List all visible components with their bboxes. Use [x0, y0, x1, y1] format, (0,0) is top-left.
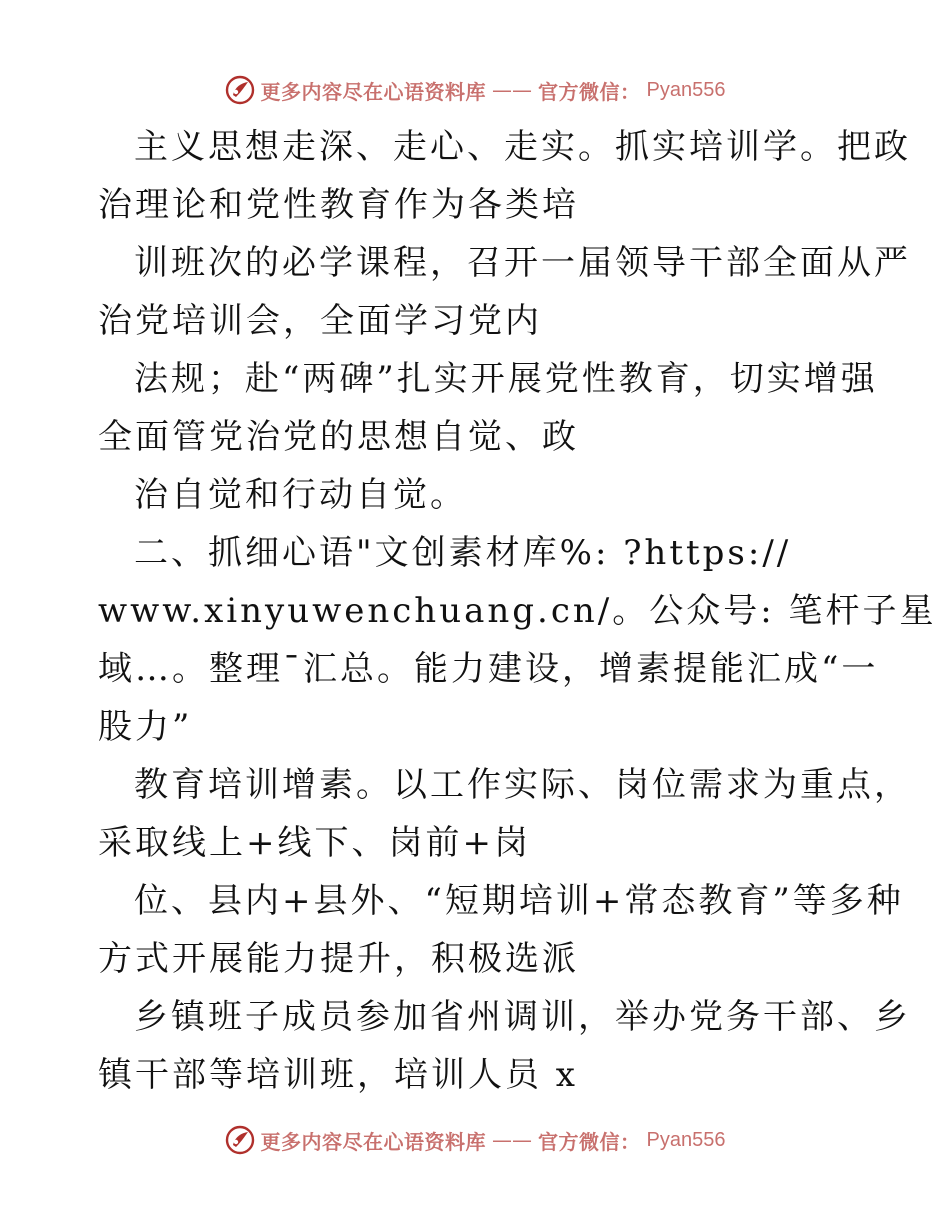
- body-line: 法规；赴“两碑”扎实开展党性教育，切实增强: [134, 359, 878, 399]
- body-line: 镇干部等培训班，培训人员 x: [98, 1055, 578, 1095]
- body-line: 全面管党治党的思想自觉、政: [98, 417, 579, 457]
- body-line: 位、县内+县外、“短期培训+常态教育”等多种: [134, 881, 904, 921]
- banner-text: 更多内容尽在心语资料库: [260, 1129, 487, 1154]
- body-line: 乡镇班子成员参加省州调训，举办党务干部、乡: [134, 997, 911, 1037]
- wechat-id: Pyan556: [646, 78, 726, 101]
- body-line: 二、抓细心语"文创素材库%: ?https://: [134, 533, 792, 573]
- body-line: 教育培训增素。以工作实际、岗位需求为重点，: [134, 765, 911, 805]
- footer-banner: [0, 1120, 950, 1160]
- body-line: 主义思想走深、走心、走实。抓实培训学。把政: [134, 127, 911, 167]
- header-banner: [0, 70, 950, 110]
- body-line: 治自觉和行动自觉。: [134, 475, 467, 515]
- banner-separator: ——: [492, 78, 533, 102]
- body-line: 方式开展能力提升，积极选派: [98, 939, 579, 979]
- wechat-id: Pyan556: [646, 1128, 726, 1151]
- document-body: [98, 118, 937, 1104]
- body-line: 股力”: [98, 707, 193, 747]
- body-line: www.xinyuwenchuang.cn/。公众号: 笔杆子星: [98, 591, 937, 631]
- body-line: 治理论和党性教育作为各类培: [98, 185, 579, 225]
- brand-logo-icon: [225, 75, 255, 105]
- body-line: 治党培训会，全面学习党内: [98, 301, 542, 341]
- brand-logo-icon: [225, 1125, 255, 1155]
- wechat-label: 官方微信：: [538, 79, 641, 104]
- body-line: 采取线上+线下、岗前+岗: [98, 823, 531, 863]
- body-line: 训班次的必学课程，召开一届领导干部全面从严: [134, 243, 911, 283]
- banner-separator: ——: [492, 1128, 533, 1152]
- wechat-label: 官方微信：: [538, 1129, 641, 1154]
- body-line: 域…。整理¯汇总。能力建设，增素提能汇成“一: [98, 649, 879, 689]
- banner-text: 更多内容尽在心语资料库: [260, 79, 487, 104]
